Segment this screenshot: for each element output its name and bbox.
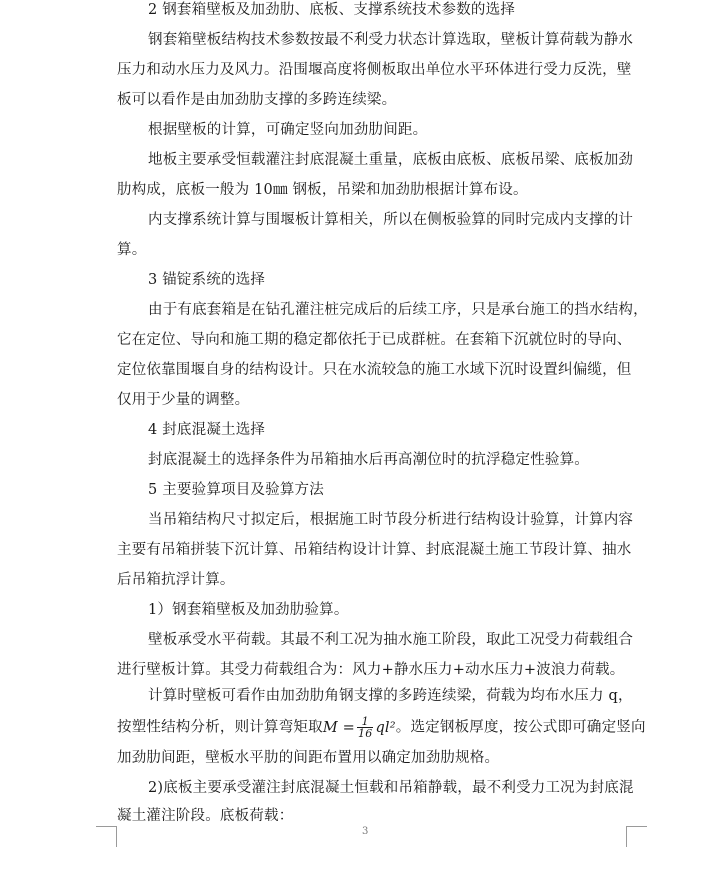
- paragraph-line: 当吊箱结构尺寸拟定后，根据施工时节段分析进行结构设计验算，计算内容: [148, 512, 634, 528]
- paragraph-line: 内支撑系统计算与围堰板计算相关，所以在侧板验算的同时完成内支撑的计: [148, 212, 634, 228]
- formula-lhs: M =: [322, 719, 356, 736]
- paragraph-line: 计算时壁板可看作由加劲肋角钢支撑的多跨连续梁，荷载为均布水压力 q，: [148, 688, 633, 704]
- paragraph-line-with-formula: [117, 716, 646, 739]
- crop-mark-right: [626, 826, 647, 847]
- paragraph-line: 进行壁板计算。其受力荷载组合为：风力+静水压力+动水压力+波浪力荷载。: [117, 662, 625, 678]
- paragraph-line: 算。: [117, 242, 147, 258]
- paragraph-line: 凝土灌注阶段。底板荷载：: [117, 808, 294, 824]
- page-number: 3: [362, 826, 369, 837]
- moment-formula: [322, 715, 396, 740]
- paragraph-line: 主要有吊箱拼装下沉计算、吊箱结构设计计算、封底混凝土施工节段计算、抽水: [117, 542, 632, 558]
- heading-section-5: 5 主要验算项目及验算方法: [148, 482, 324, 498]
- heading-section-3: 3 锚锭系统的选择: [148, 272, 266, 288]
- formula-denominator: 16: [358, 727, 373, 740]
- subheading-item-1: 1）钢套箱壁板及加劲肋验算。: [148, 602, 349, 618]
- paragraph-line: 壁板承受水平荷载。其最不利工况为抽水施工阶段，取此工况受力荷载组合: [148, 632, 634, 648]
- formula-rhs: ql²: [375, 719, 396, 736]
- crop-mark-left: [96, 826, 117, 847]
- paragraph-line: 由于有底套箱是在钻孔灌注桩完成后的后续工序，只是承台施工的挡水结构，: [148, 302, 648, 318]
- formula-numerator: 1: [357, 716, 373, 728]
- formula-trail-text: 。选定钢板厚度，按公式即可确定竖向: [395, 719, 646, 736]
- paragraph-line: 定位依靠围堰自身的结构设计。只在水流较急的施工水域下沉时设置纠偏缆，但: [117, 362, 632, 378]
- paragraph-line: 钢套箱壁板结构技术参数按最不利受力状态计算选取，壁板计算荷载为静水: [148, 32, 634, 48]
- paragraph-line: 仅用于少量的调整。: [117, 392, 250, 408]
- paragraph-line: 它在定位、导向和施工期的稳定都依托于已成群桩。在套箱下沉就位时的导向、: [117, 332, 632, 348]
- heading-section-2: 2 钢套箱壁板及加劲肋、底板、支撑系统技术参数的选择: [148, 2, 516, 18]
- paragraph-line: 后吊箱抗浮计算。: [117, 572, 235, 588]
- paragraph-line: 2)底板主要承受灌注封底混凝土恒载和吊箱静载，最不利受力工况为封底混: [148, 780, 634, 796]
- paragraph-line: 根据壁板的计算，可确定竖向加劲肋间距。: [148, 122, 428, 138]
- paragraph-line: 压力和动水压力及风力。沿围堰高度将侧板取出单位水平环体进行受力反洗，壁: [117, 62, 632, 78]
- paragraph-line: 地板主要承受恒载灌注封底混凝土重量，底板由底板、底板吊梁、底板加劲: [148, 152, 634, 168]
- formula-fraction: [357, 716, 373, 739]
- formula-lead-text: 按塑性结构分析，则计算弯矩取: [117, 719, 323, 736]
- heading-section-4: 4 封底混凝土选择: [148, 422, 266, 438]
- paragraph-line: 封底混凝土的选择条件为吊箱抽水后再高潮位时的抗浮稳定性验算。: [148, 452, 589, 468]
- paragraph-line: 肋构成，底板一般为 10㎜ 钢板，吊梁和加劲肋根据计算布设。: [117, 182, 528, 198]
- paragraph-line: 加劲肋间距，壁板水平肋的间距布置用以确定加劲肋规格。: [117, 750, 500, 766]
- paragraph-line: 板可以看作是由加劲肋支撑的多跨连续梁。: [117, 92, 397, 108]
